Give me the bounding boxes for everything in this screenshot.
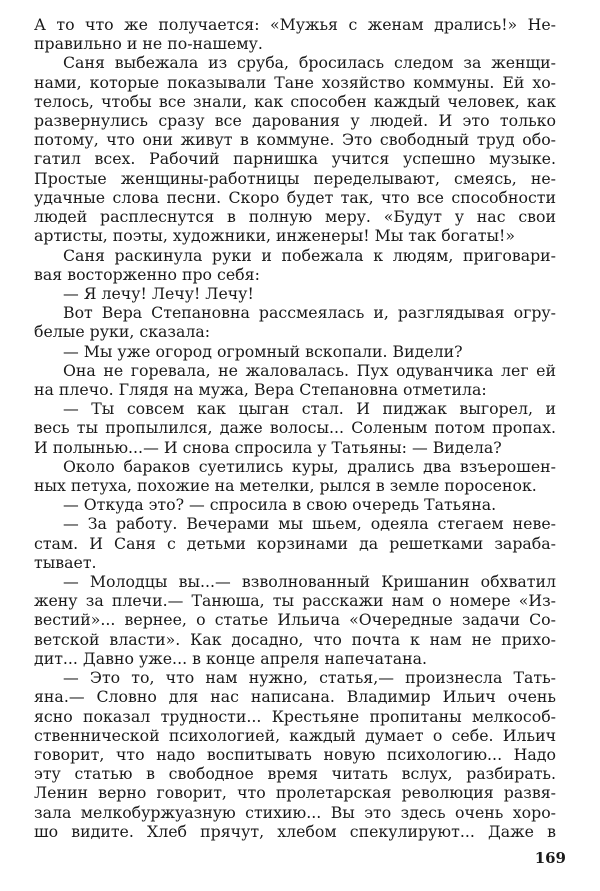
text-line: развернулись сразу все дарования у людей. И это только bbox=[34, 111, 556, 131]
text-line: эту статью в свободное время читать вслух, разбирать. bbox=[34, 764, 556, 784]
text-line: шо видите. Хлеб прячут, хлебом спекулируют... Даже в bbox=[34, 821, 556, 841]
text-line: потому, что они живут в коммуне. Это свободный труд обо- bbox=[34, 130, 556, 150]
text-line: — Это то, что нам нужно, статья,— произнесла Тать- bbox=[63, 668, 556, 688]
text-line: людей расплеснутся в полную меру. «Будут у нас свои bbox=[34, 207, 556, 227]
book-page bbox=[34, 15, 566, 875]
text-line: — Молодцы вы...— взволнованный Кришанин обхватил bbox=[63, 572, 556, 592]
text-line: дит... Давно уже... в конце апреля напечатана. bbox=[34, 648, 427, 668]
page-number: 169 bbox=[534, 849, 566, 867]
text-line: — Я лечу! Лечу! Лечу! bbox=[63, 283, 254, 303]
text-line: А то что же получается: «Мужья с женам дрались!» Не- bbox=[34, 15, 556, 34]
text-line: Саня раскинула руки и побежала к людям, приговари- bbox=[63, 245, 556, 265]
text-line: артисты, поэты, художники, инженеры! Мы так богаты!» bbox=[34, 226, 516, 246]
text-line: вестий»... вернее, о статье Ильича «Очередные задачи Со- bbox=[34, 610, 556, 630]
text-line: белые руки, сказала: bbox=[34, 322, 211, 342]
text-line: ных петуха, похожие на метелки, рылся в земле поросенок. bbox=[34, 476, 537, 496]
text-line: — Ты совсем как цыган стал. И пиджак выгорел, и bbox=[63, 399, 556, 419]
text-line: яна.— Словно для нас написана. Владимир Ильич очень bbox=[34, 687, 556, 707]
text-line: вая восторженно про себя: bbox=[34, 264, 260, 284]
text-line: Саня выбежала из сруба, бросилась следом за женщи- bbox=[63, 53, 556, 73]
text-line: на плечо. Глядя на мужа, Вера Степановна отметила: bbox=[34, 379, 487, 399]
text-line: говорит, что надо воспитывать новую психологию... Надо bbox=[34, 744, 556, 764]
text-line: нами, которые показывали Тане хозяйство коммуны. Ей хо- bbox=[34, 72, 556, 92]
text-line: ственнической психологией, каждый думает о себе. Ильич bbox=[34, 725, 556, 745]
text-line: И полынью...— И снова спросила у Татьяны: — Видела? bbox=[34, 437, 502, 457]
text-line: — Мы уже огород огромный вскопали. Видели? bbox=[63, 341, 463, 361]
text-line: Вот Вера Степановна рассмеялась и, разглядывая огру- bbox=[63, 303, 556, 323]
text-line: ясно показал трудности... Крестьяне пропитаны мелкособ- bbox=[34, 706, 556, 726]
text-line: — Откуда это? — спросила в свою очередь Татьяна. bbox=[63, 495, 497, 515]
text-line: Простые женщины-работницы переделывают, смеясь, не- bbox=[34, 168, 556, 188]
text-line: телось, чтобы все знали, как способен каждый человек, как bbox=[34, 91, 556, 111]
text-line: ветской власти». Как досадно, что почта к нам не прихо- bbox=[34, 629, 556, 649]
text-line: Она не горевала, не жаловалась. Пух одуванчика лег ей bbox=[63, 360, 556, 380]
text-line: тывает. bbox=[34, 552, 97, 572]
text-line: Ленин верно говорит, что пролетарская революция развя- bbox=[34, 783, 556, 803]
text-line: гатил всех. Рабочий парнишка учится успешно музыке. bbox=[34, 149, 556, 169]
text-line: — За работу. Вечерами мы шьем, одеяла стегаем неве- bbox=[63, 514, 556, 534]
text-line: стам. И Саня с детьми корзинами да решетками зараба- bbox=[34, 533, 556, 553]
text-line: зала мелкобуржуазную стихию... Вы это здесь очень хоро- bbox=[34, 802, 556, 822]
text-line: жену за плечи.— Танюша, ты расскажи нам о номере «Из- bbox=[34, 591, 556, 611]
text-line: правильно и не по-нашему. bbox=[34, 34, 263, 54]
text-line: удачные слова песни. Скоро будет так, что все способности bbox=[34, 187, 556, 207]
text-line: Около бараков суетились куры, дрались два взъерошен- bbox=[63, 456, 556, 476]
text-line: весь ты пропылился, даже волосы... Соленым потом пропах. bbox=[34, 418, 556, 438]
